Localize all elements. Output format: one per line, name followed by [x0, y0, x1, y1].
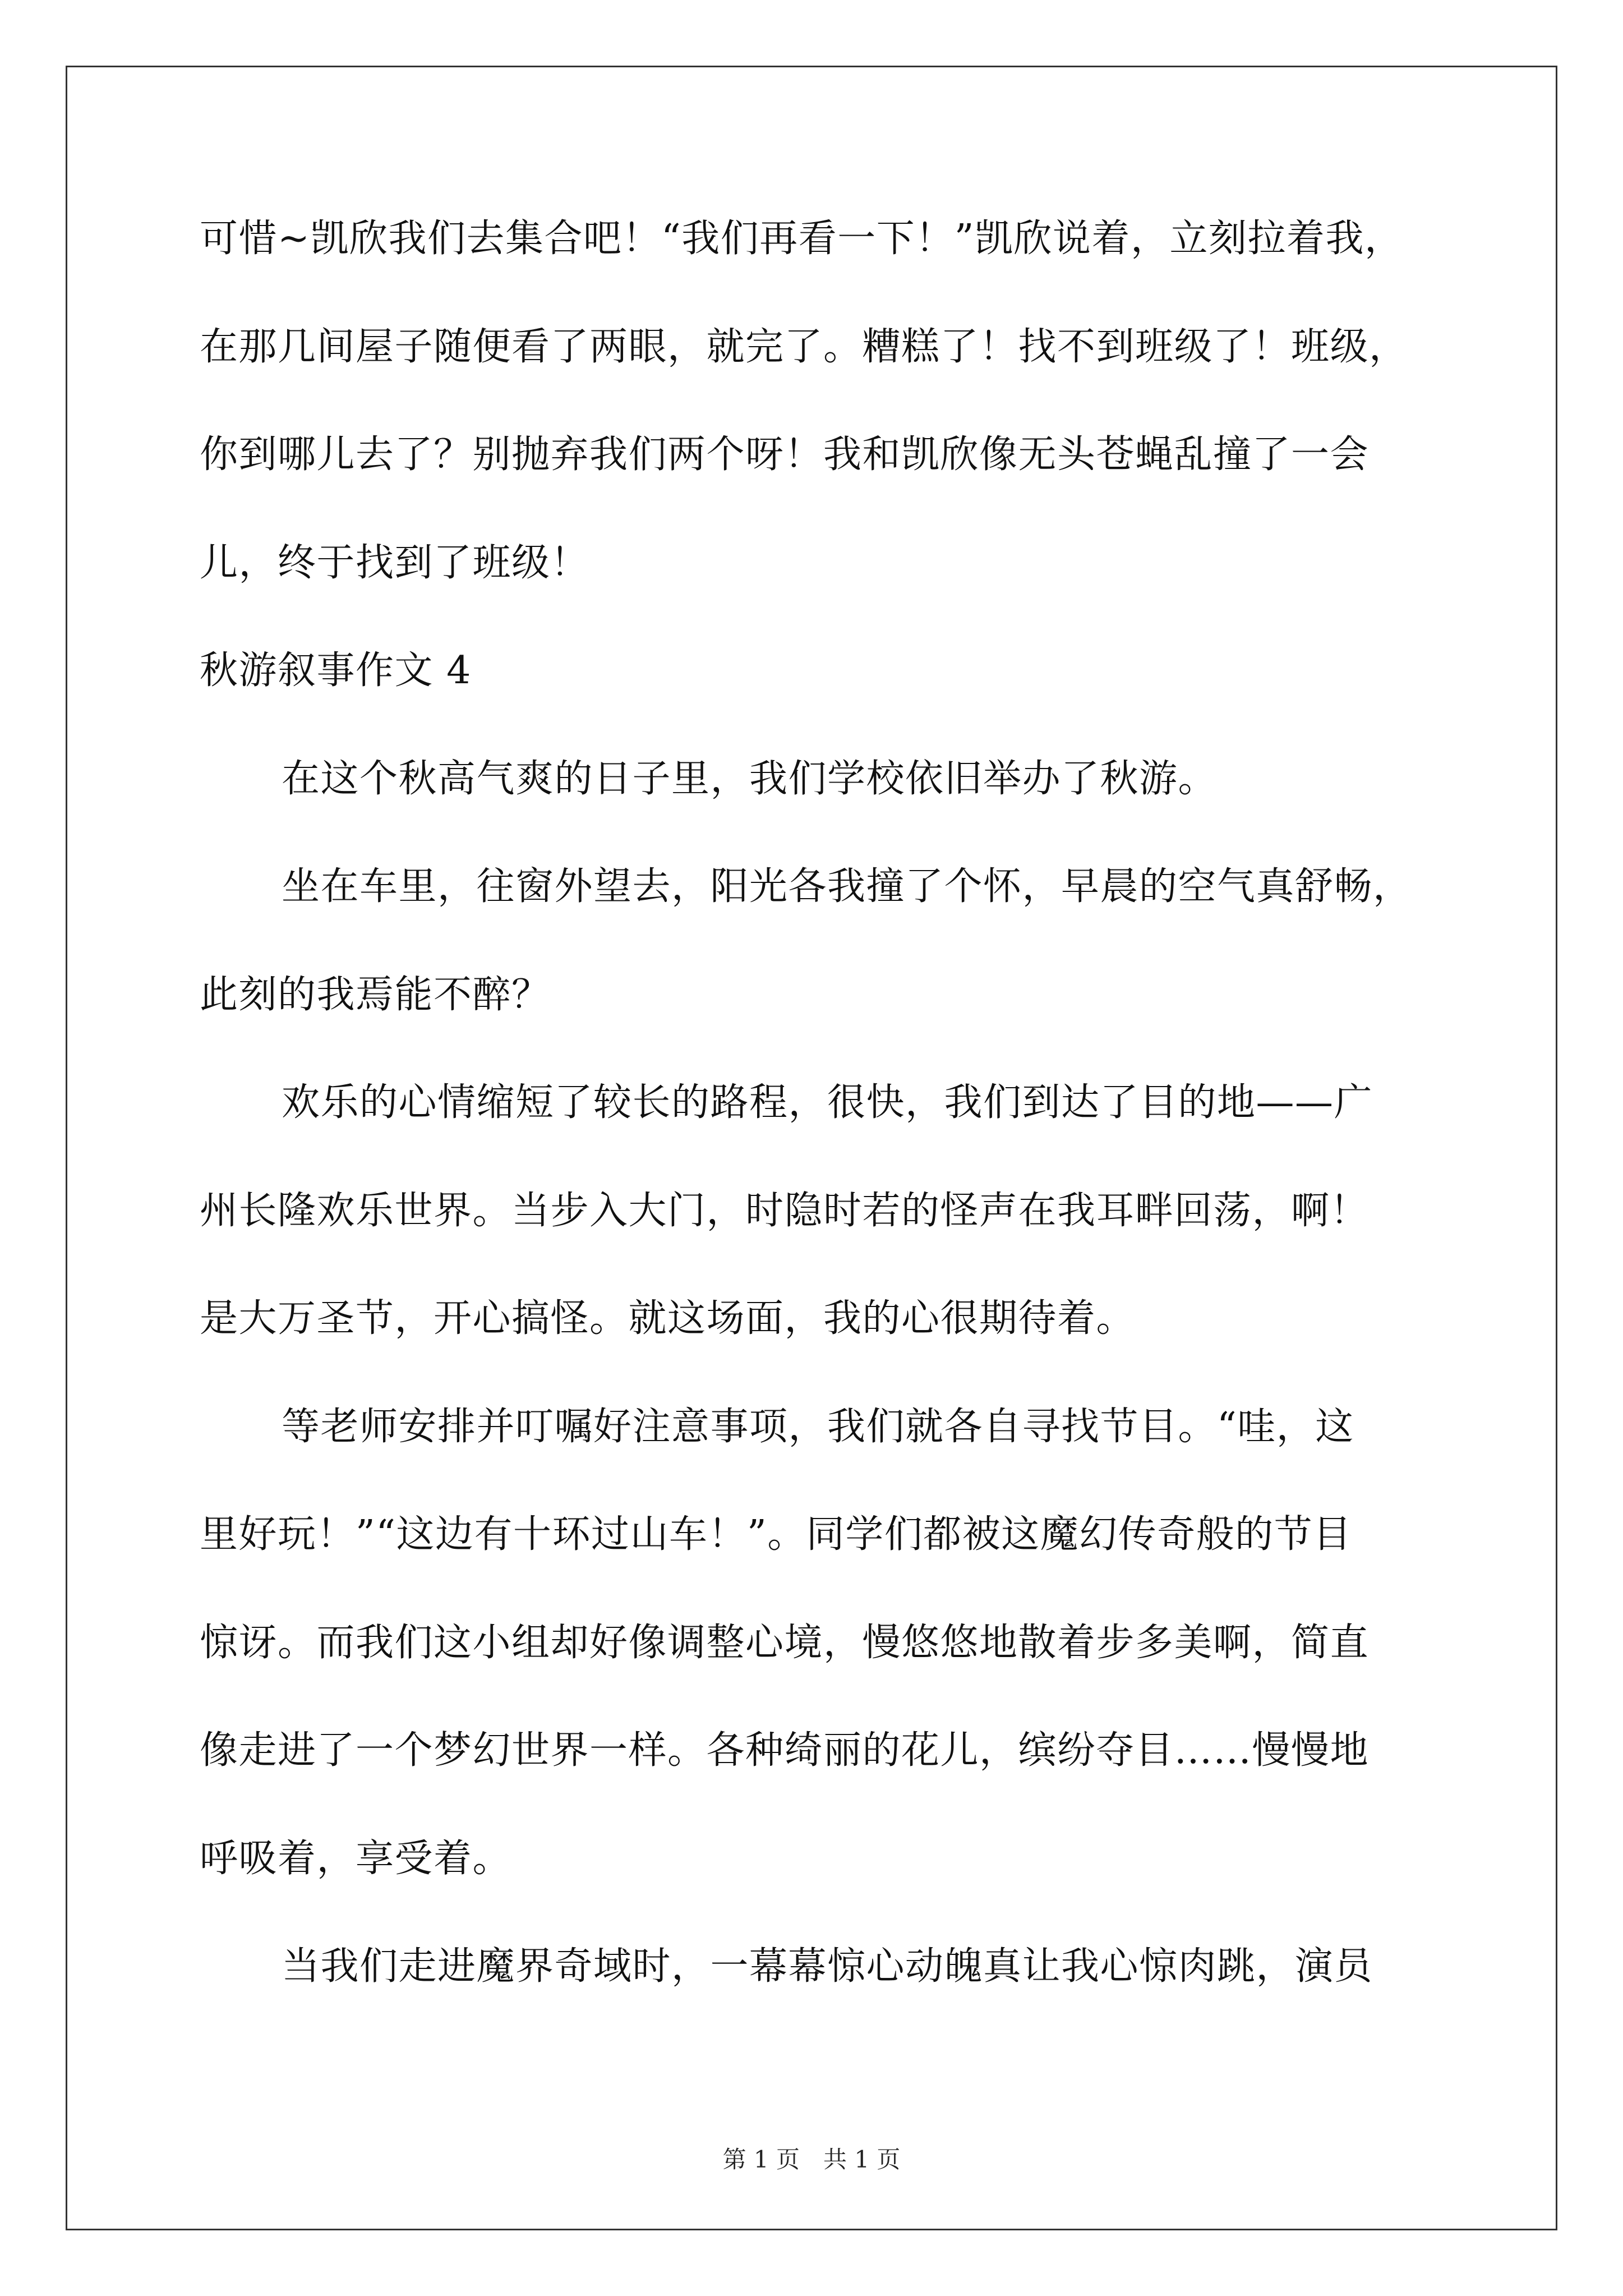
page-footer: 第 1 页 共 1 页 [722, 2146, 901, 2173]
text-line: 你到哪儿去了？别抛弃我们两个呀！我和凯欣像无头苍蝇乱撞了一会 [200, 432, 1370, 477]
text-line: 可惜~凯欣我们去集合吧！“我们再看一下！”凯欣说着，立刻拉着我， [200, 217, 1404, 261]
text-line: 像走进了一个梦幻世界一样。各种绮丽的花儿，缤纷夺目……慢慢地 [200, 1728, 1370, 1773]
paragraph-start-line: 坐在车里，往窗外望去，阳光各我撞了个怀，早晨的空气真舒畅， [282, 864, 1412, 909]
text-line: 惊讶。而我们这小组却好像调整心境，慢悠悠地散着步多美啊，简直 [200, 1620, 1370, 1665]
text-line: 是大万圣节，开心搞怪。就这场面，我的心很期待着。 [200, 1296, 1136, 1341]
paragraph-start-line: 等老师安排并叮嘱好注意事项，我们就各自寻找节目。“哇，这 [282, 1404, 1354, 1449]
section-heading: 秋游叙事作文 4 [200, 648, 472, 693]
text-line: 州长隆欢乐世界。当步入大门，时隐时若的怪声在我耳畔回荡，啊！ [200, 1188, 1370, 1233]
text-line: 儿，终于找到了班级！ [200, 540, 590, 585]
paragraph-start-line: 在这个秋高气爽的日子里，我们学校依旧举办了秋游。 [282, 756, 1218, 801]
text-line: 此刻的我焉能不醉？ [200, 972, 551, 1017]
text-line: 里好玩！”“这边有十环过山车！”。同学们都被这魔幻传奇般的节目 [200, 1512, 1352, 1557]
text-line: 在那几间屋子随便看了两眼，就完了。糟糕了！找不到班级了！班级， [200, 324, 1408, 369]
paragraph-start-line: 当我们走进魔界奇域时，一幕幕惊心动魄真让我心惊肉跳，演员 [282, 1944, 1373, 1989]
paragraph-start-line: 欢乐的心情缩短了较长的路程，很快，我们到达了目的地——广 [282, 1080, 1373, 1125]
document-body [200, 217, 1428, 2056]
text-line: 呼吸着，享受着。 [200, 1836, 512, 1881]
